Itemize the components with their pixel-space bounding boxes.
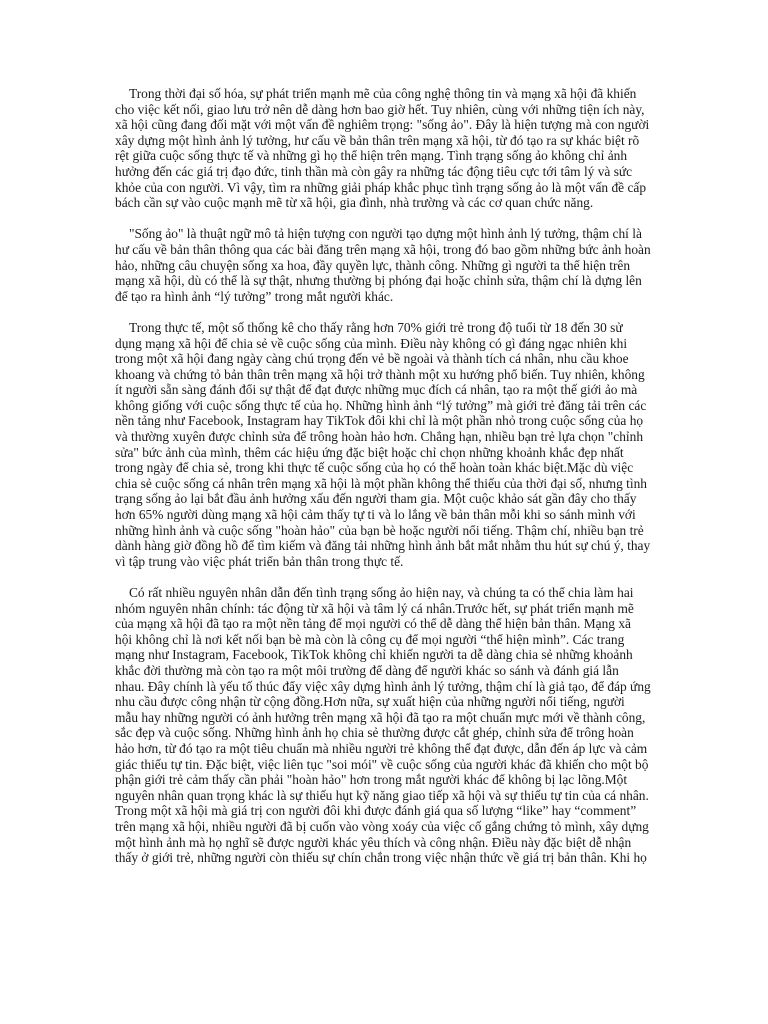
- paragraph-intro: Trong thời đại số hóa, sự phát triển mạnh mẽ của công nghệ thông tin và mạng xã hội đã khiến cho việc kết nối, giao lưu trở nên dễ dàng hơn bao giờ hết. Tuy nhiên, cùng với những tiện ích này, xã hội cũng đang đối mặt với một vấn đề nghiêm trọng: "sống ảo". Đây là hiện tượng mà con người xây dựng một hình ảnh lý tưởng, hư cấu về bản thân trên mạng xã hội, từ đó tạo ra sự khác biệt rõ rệt giữa cuộc sống thực tế và những gì họ thể hiện trên mạng. Tình trạng sống ảo không chỉ ảnh hưởng đến các giá trị đạo đức, tinh thần mà còn gây ra những tác động tiêu cực tới tâm lý và sức khỏe của con người. Vì vậy, tìm ra những giải pháp khắc phục tình trạng sống ảo là một vấn đề cấp bách cần sự vào cuộc mạnh mẽ từ xã hội, gia đình, nhà trường và các cơ quan chức năng.: [115, 86, 650, 211]
- document-body: [115, 86, 651, 881]
- paragraph-causes: Có rất nhiều nguyên nhân dẫn đến tình trạng sống ảo hiện nay, và chúng ta có thể chia làm hai nhóm nguyên nhân chính: tác động từ xã hội và tâm lý cá nhân.Trước hết, sự phát triển mạnh mẽ của mạng xã hội đã tạo ra một nền tảng để mọi người có thể dễ dàng thể hiện bản thân. Mạng xã hội không chỉ là nơi kết nối bạn bè mà còn là công cụ để mọi người “thể hiện mình”. Các trang mạng như Instagram, Facebook, TikTok không chỉ khiến người ta dễ dàng chia sẻ những khoảnh khắc đời thường mà còn tạo ra một môi trường để dàng để người khác so sánh và đánh giá lẫn nhau. Đây chính là yếu tố thúc đẩy việc xây dựng hình ảnh lý tưởng, thậm chí là giả tạo, để đáp ứng nhu cầu được công nhận từ cộng đồng.Hơn nữa, sự xuất hiện của những người nổi tiếng, người mẫu hay những người có ảnh hưởng trên mạng xã hội đã tạo ra một chuẩn mực mới về thành công, sắc đẹp và cuộc sống. Những hình ảnh họ chia sẻ thường được cắt ghép, chỉnh sửa để trông hoàn hảo hơn, từ đó tạo ra một tiêu chuẩn mà nhiều người trẻ không thể đạt được, dẫn đến áp lực và cảm giác thiếu tự tin. Đặc biệt, việc liên tục "soi mói" về cuộc sống của người khác đã khiến cho một bộ phận giới trẻ cảm thấy cần phải "hoàn hảo" hơn trong mắt người khác để không bị lạc lõng.Một nguyên nhân quan trọng khác là sự thiếu hụt kỹ năng giao tiếp xã hội và sự thiếu tự tin của cá nhân. Trong một xã hội mà giá trị con người đôi khi được đánh giá qua số lượng “like” hay “comment” trên mạng xã hội, nhiều người đã bị cuốn vào vòng xoáy của việc cố gắng chứng tỏ mình, xây dựng một hình ảnh mà họ nghĩ sẽ được người khác yêu thích và công nhận. Điều này đặc biệt dễ nhận thấy ở giới trẻ, những người còn thiếu sự chín chắn trong việc nhận thức về giá trị bản thân. Khi họ: [115, 585, 651, 866]
- paragraph-definition: "Sống ảo" là thuật ngữ mô tả hiện tượng con người tạo dựng một hình ảnh lý tưởng, thậm chí là hư cấu về bản thân thông qua các bài đăng trên mạng xã hội, trong đó bao gồm những bức ảnh hoàn hảo, những câu chuyện sống xa hoa, đầy quyền lực, thành công. Những gì người ta thể hiện trên mạng xã hội, dù có thể là sự thật, nhưng thường bị phóng đại hoặc chỉnh sửa, thậm chí là dựng lên để tạo ra hình ảnh “lý tưởng” trong mắt người khác.: [115, 226, 651, 304]
- paragraph-reality: Trong thực tế, một số thống kê cho thấy rằng hơn 70% giới trẻ trong độ tuổi từ 18 đến 30 sử dụng mạng xã hội để chia sẻ về cuộc sống của mình. Điều này không có gì đáng ngạc nhiên khi trong một xã hội đang ngày càng chú trọng đến vẻ bề ngoài và thành tích cá nhân, nhu cầu khoe khoang và chứng tỏ bản thân trên mạng xã hội trở thành một xu hướng phổ biến. Tuy nhiên, không ít người sẵn sàng đánh đổi sự thật để đạt được những mục đích cá nhân, tạo ra một thế giới ảo mà không giống với cuộc sống thực tế của họ. Những hình ảnh “lý tưởng” mà giới trẻ đăng tải trên các nền tảng như Facebook, Instagram hay TikTok đôi khi chỉ là một phần nhỏ trong cuộc sống của họ và thường xuyên được chỉnh sửa để trông hoàn hảo hơn. Chẳng hạn, nhiều bạn trẻ lựa chọn "chỉnh sửa" bức ảnh của mình, thêm các hiệu ứng đặc biệt hoặc chỉ chọn những khoảnh khắc đẹp nhất trong ngày để chia sẻ, trong khi thực tế cuộc sống của họ có thể hoàn toàn khác biệt.Mặc dù việc chia sẻ cuộc sống cá nhân trên mạng xã hội là một phần không thể thiếu của thời đại số, nhưng tình trạng sống ảo lại bắt đầu ảnh hưởng xấu đến người tham gia. Một cuộc khảo sát gần đây cho thấy hơn 65% người dùng mạng xã hội cảm thấy tự ti và lo lắng về bản thân mỗi khi so sánh mình với những hình ảnh và cuộc sống "hoàn hảo" của bạn bè hoặc người nổi tiếng. Thậm chí, nhiều bạn trẻ dành hàng giờ đồng hồ để tìm kiếm và đăng tải những hình ảnh bắt mắt nhằm thu hút sự chú ý, thay vì tập trung vào việc phát triển bản thân trong thực tế.: [115, 319, 651, 569]
